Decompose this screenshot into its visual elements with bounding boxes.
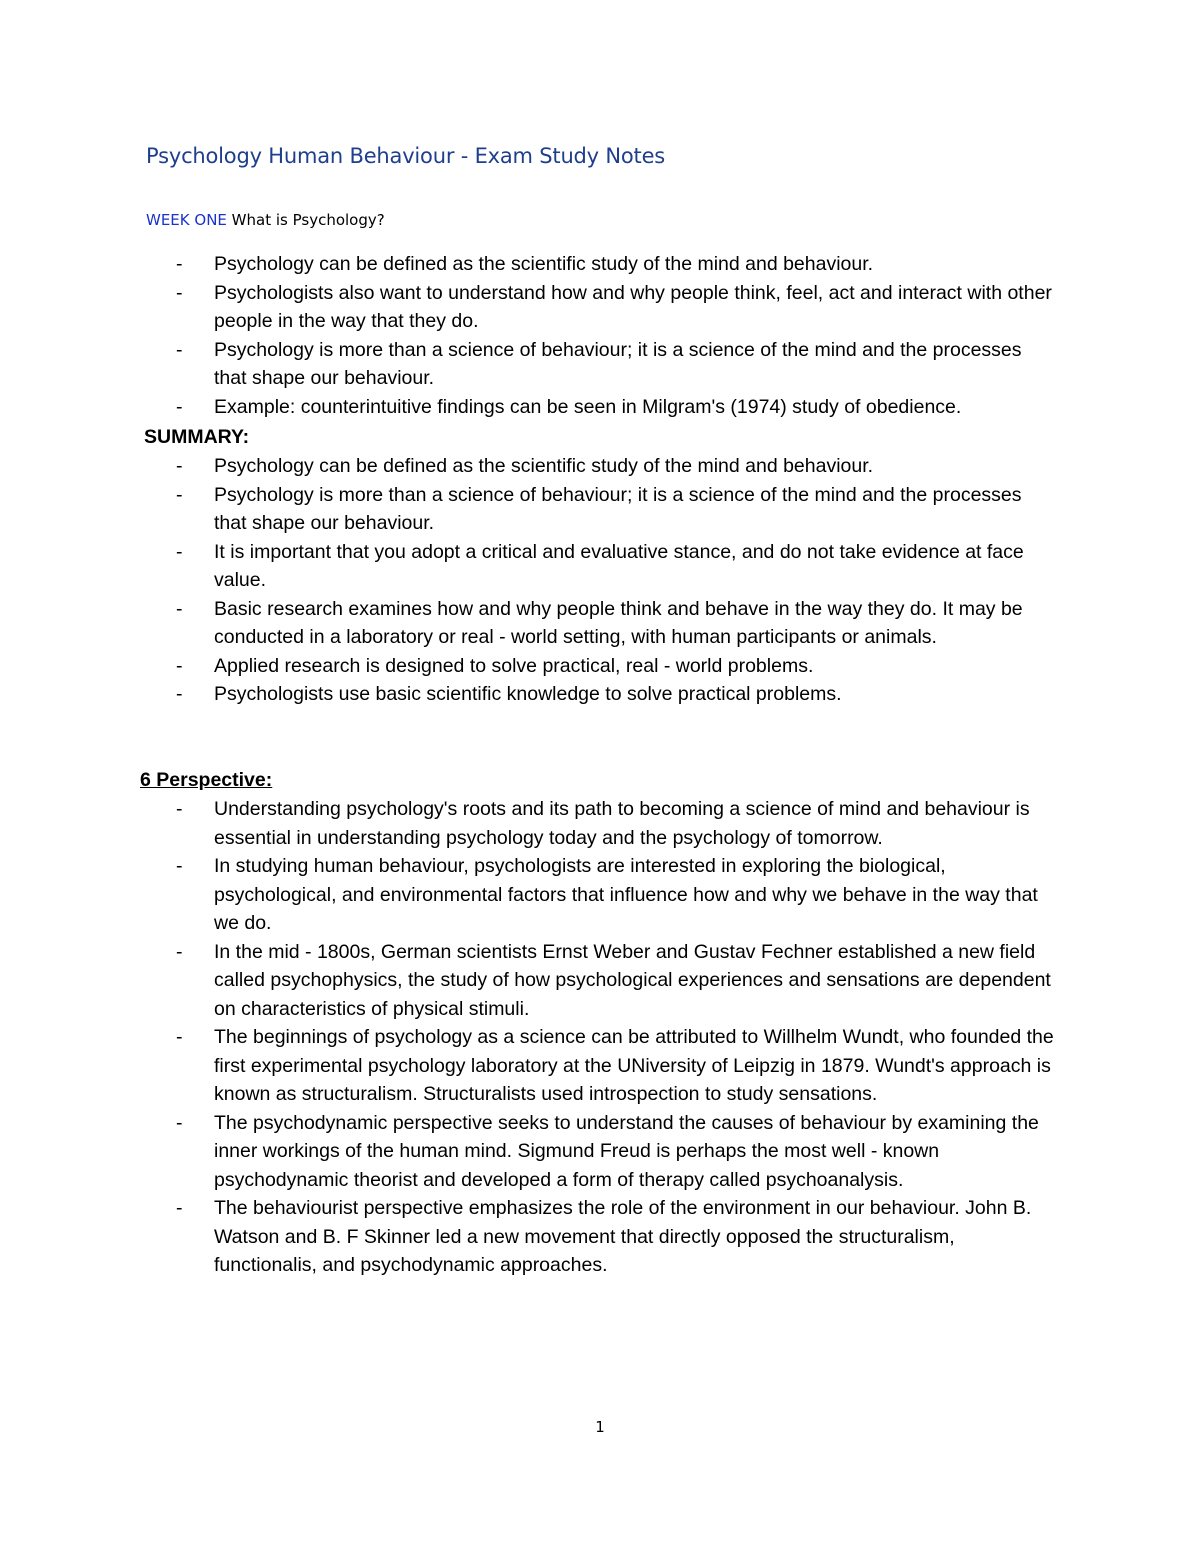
perspective-list (0, 795, 1200, 1280)
list-item-text: Applied research is designed to solve practical, real - world problems. (214, 654, 814, 677)
list-item-text: Understanding psychology's roots and its path to becoming a science of mind and behaviour is essential in understanding psychology today and the psychology of tomorrow. (214, 798, 1030, 849)
week-topic: What is Psychology? (226, 211, 385, 229)
bullet-dash: - (176, 281, 183, 304)
bullet-dash: - (176, 483, 183, 506)
page-number: 1 (595, 1418, 605, 1436)
document-title: Psychology Human Behaviour - Exam Study Notes (146, 144, 666, 168)
list-item (0, 595, 1054, 652)
summary-list (0, 452, 1200, 709)
bullet-dash: - (176, 654, 183, 677)
list-item (0, 538, 1054, 595)
list-item (0, 1194, 1054, 1280)
list-item (0, 852, 1054, 938)
list-item-text: It is important that you adopt a critical and evaluative stance, and do not take evidence at face value. (214, 540, 1024, 591)
list-item-text: Psychology can be defined as the scientific study of the mind and behaviour. (214, 455, 874, 477)
bullet-dash: - (176, 1197, 183, 1219)
bullet-dash: - (176, 940, 183, 963)
list-item (0, 452, 1054, 481)
list-item-text: Psychologists also want to understand how and why people think, feel, act and interact with other people in the way that they do. (214, 281, 1052, 332)
bullet-dash: - (176, 855, 183, 877)
list-item (0, 652, 1054, 681)
list-item-text: The beginnings of psychology as a science can be attributed to Willhelm Wundt, who founded the first experimental psychology laboratory at the UNiversity of Leipzig in 1879. Wundt's approach is known as structuralism. Structuralists used introspection to study sensations. (214, 1026, 1054, 1105)
bullet-dash: - (176, 683, 183, 705)
bullet-dash: - (176, 597, 183, 620)
bullet-dash: - (176, 253, 183, 275)
list-item-text: Psychology can be defined as the scientific study of the mind and behaviour. (214, 253, 874, 275)
intro-list (0, 250, 1200, 421)
list-item (0, 795, 1054, 852)
list-item (0, 481, 1054, 538)
list-item-text: In studying human behaviour, psychologists are interested in exploring the biological, psychological, and environmental factors that influence how and why we behave in the way that we do. (214, 855, 1038, 934)
list-item-text: The behaviourist perspective emphasizes the role of the environment in our behaviour. John B. Watson and B. F Skinner led a new movement that directly opposed the structuralism, functionalis, and psychodynamic approaches. (214, 1197, 1032, 1276)
list-item-text: The psychodynamic perspective seeks to understand the causes of behaviour by examining the inner workings of the human mind. Sigmund Freud is perhaps the most well - known psychodynamic theorist and developed a form of therapy called psychoanalysis. (214, 1111, 1039, 1191)
bullet-dash: - (176, 338, 183, 361)
list-item-text: Psychologists use basic scientific knowledge to solve practical problems. (214, 683, 842, 705)
list-item-text: Example: counterintuitive findings can be seen in Milgram's (1974) study of obedience. (214, 395, 962, 418)
list-item (0, 1023, 1054, 1109)
perspective-heading: 6 Perspective: (140, 769, 273, 791)
list-item (0, 336, 1054, 393)
list-item-text: Basic research examines how and why people think and behave in the way they do. It may be conducted in a laboratory or real - world setting, with human participants or animals. (214, 597, 1023, 648)
bullet-dash: - (176, 540, 183, 563)
week-label: WEEK ONE (146, 211, 227, 229)
bullet-dash: - (176, 455, 183, 477)
bullet-dash: - (176, 798, 183, 820)
list-item (0, 1109, 1054, 1195)
list-item (0, 393, 1054, 422)
bullet-dash: - (176, 1026, 183, 1048)
list-item-text: In the mid - 1800s, German scientists Ernst Weber and Gustav Fechner established a new field called psychophysics, the study of how psychological experiences and sensations are dependent on characteristics of physical stimuli. (214, 940, 1051, 1020)
list-item (0, 938, 1054, 1024)
list-item-text: Psychology is more than a science of behaviour; it is a science of the mind and the processes that shape our behaviour. (214, 338, 1022, 389)
list-item-text: Psychology is more than a science of behaviour; it is a science of the mind and the processes that shape our behaviour. (214, 483, 1022, 534)
week-heading (146, 211, 385, 229)
list-item (0, 680, 1054, 709)
list-item (0, 250, 1054, 279)
list-item (0, 279, 1054, 336)
bullet-dash: - (176, 1111, 183, 1134)
bullet-dash: - (176, 395, 183, 418)
summary-heading: SUMMARY: (144, 426, 250, 448)
